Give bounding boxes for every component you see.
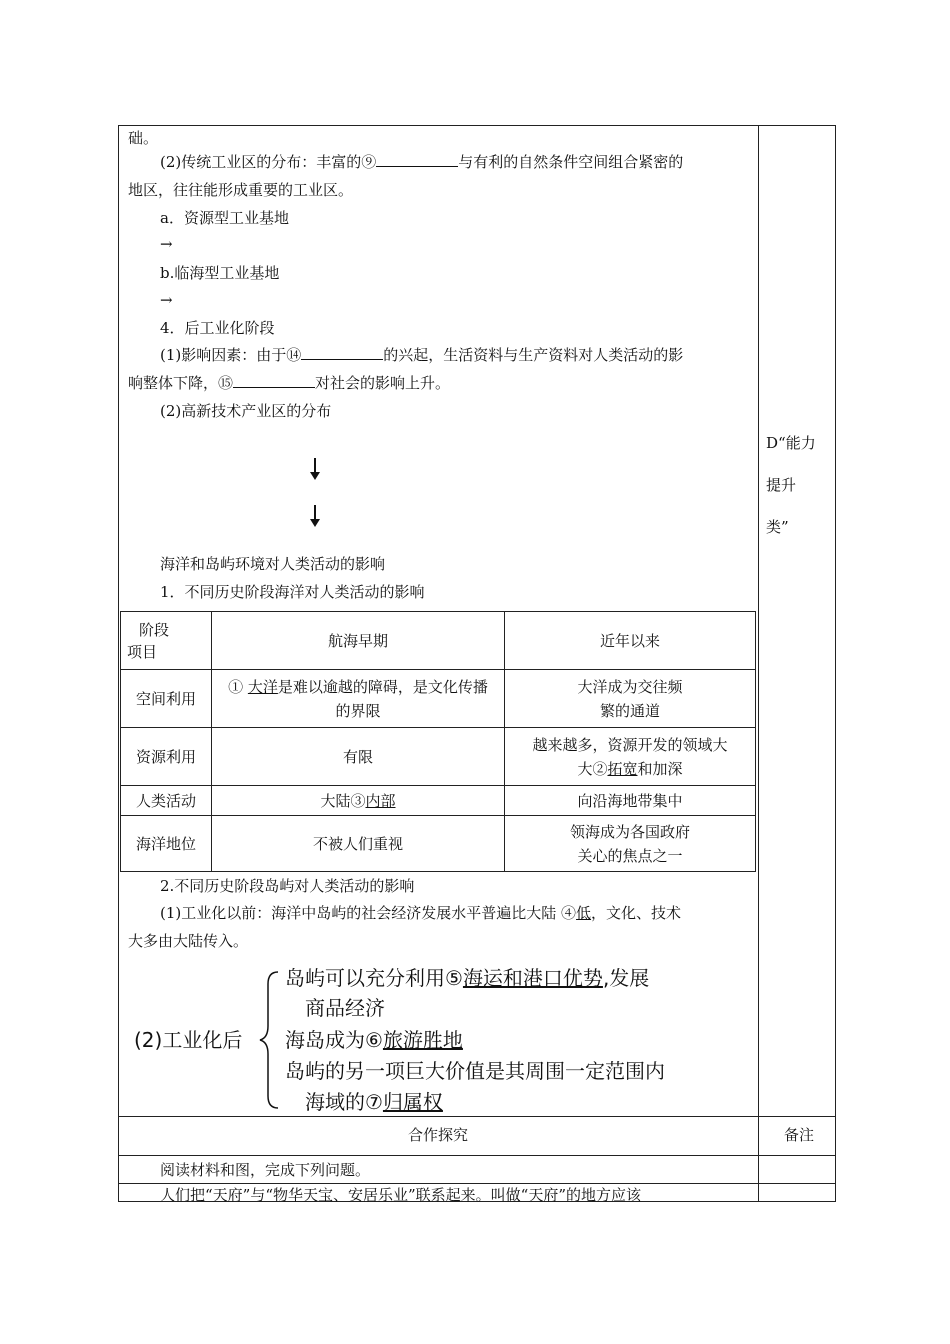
table-header-row — [121, 612, 756, 670]
row-label: 空间利用 — [121, 670, 212, 728]
text-line: 地区，往往能形成重要的工业区。 — [128, 181, 354, 199]
handwritten-line: 岛屿的另一项巨大价值是其周围一定范围内 — [285, 1059, 665, 1083]
text-line: 础。 — [128, 129, 159, 147]
section-title: 合作探究 — [408, 1126, 469, 1144]
side-note — [766, 432, 816, 538]
text-line: 2.不同历史阶段岛屿对人类活动的影响 — [160, 877, 415, 895]
text-line: 大多由大陆传入。 — [128, 932, 249, 950]
header-recent: 近年以来 — [505, 612, 756, 670]
arrow-right: → — [160, 235, 173, 253]
header-item: 项目 — [127, 642, 158, 661]
table-row — [121, 728, 756, 786]
curly-brace-icon — [258, 970, 280, 1110]
table-cell: 有限 — [212, 728, 505, 786]
table-corner-cell — [121, 612, 212, 670]
text-line: 1．不同历史阶段海洋对人类活动的影响 — [160, 583, 425, 601]
side-note-line: D“能力 — [766, 434, 816, 452]
row-label: 人类活动 — [121, 786, 212, 816]
text-line: a．资源型工业基地 — [160, 209, 289, 227]
table-cell: 越来越多，资源开发的领域大 大②拓宽和加深 — [505, 728, 756, 786]
text-line: 阅读材料和图，完成下列问题。 — [160, 1161, 371, 1179]
handwritten-label: (2)工业化后 — [134, 1028, 243, 1052]
ocean-impact-table — [120, 611, 756, 872]
text-line: (1)影响因素：由于⑭ 的兴起，生活资料与生产资料对人类活动的影 — [160, 346, 684, 364]
fill-blank-15[interactable] — [233, 373, 315, 388]
arrow-down-icon — [314, 458, 316, 478]
fill-blank-14[interactable] — [301, 345, 383, 360]
handwritten-line: 商品经济 — [305, 996, 385, 1020]
table-row — [121, 786, 756, 816]
table-cell: 领海成为各国政府 关心的焦点之一 — [505, 816, 756, 872]
section-divider-top — [118, 1116, 836, 1117]
side-note-line: 提升 — [766, 476, 797, 494]
side-note-line: 类” — [766, 518, 789, 536]
arrow-down-icon — [314, 505, 316, 525]
header-early: 航海早期 — [212, 612, 505, 670]
arrow-right: → — [160, 291, 173, 309]
text-line: 响整体下降，⑮ 对社会的影响上升。 — [128, 374, 451, 392]
text-line: b.临海型工业基地 — [160, 264, 280, 282]
handwritten-line: 岛屿可以充分利用⑤海运和港口优势,发展 — [285, 966, 650, 990]
text-line: 人们把“天府”与“物华天宝、安居乐业”联系起来。叫做“天府”的地方应该 — [160, 1186, 642, 1204]
header-stage: 阶段 — [139, 620, 170, 639]
table-cell: 大陆③内部 — [212, 786, 505, 816]
text-line: (1)工业化以前：海洋中岛屿的社会经济发展水平普遍比大陆 ④低，文化、技术 — [160, 904, 682, 922]
right-column-divider — [758, 125, 759, 1202]
last-row-divider — [118, 1183, 836, 1184]
table-cell: 不被人们重视 — [212, 816, 505, 872]
table-row — [121, 670, 756, 728]
handwritten-line: 海岛成为⑥旅游胜地 — [285, 1028, 463, 1052]
row-label: 资源利用 — [121, 728, 212, 786]
table-cell: ① 大洋是难以逾越的障碍，是文化传播 的界限 — [212, 670, 505, 728]
fill-blank-9[interactable] — [376, 152, 458, 167]
section-heading: 海洋和岛屿环境对人类活动的影响 — [160, 555, 386, 573]
text-line: 4．后工业化阶段 — [160, 319, 275, 337]
text-line: (2)高新技术产业区的分布 — [160, 402, 332, 420]
row-label: 海洋地位 — [121, 816, 212, 872]
table-row — [121, 816, 756, 872]
handwritten-line: 海域的⑦归属权 — [305, 1090, 443, 1114]
notes-header: 备注 — [784, 1126, 815, 1144]
table-cell: 向沿海地带集中 — [505, 786, 756, 816]
section-divider-bottom — [118, 1155, 836, 1156]
text-line: (2)传统工业区的分布：丰富的⑨ 与有利的自然条件空间组合紧密的 — [160, 153, 684, 171]
table-cell: 大洋成为交往频 繁的通道 — [505, 670, 756, 728]
